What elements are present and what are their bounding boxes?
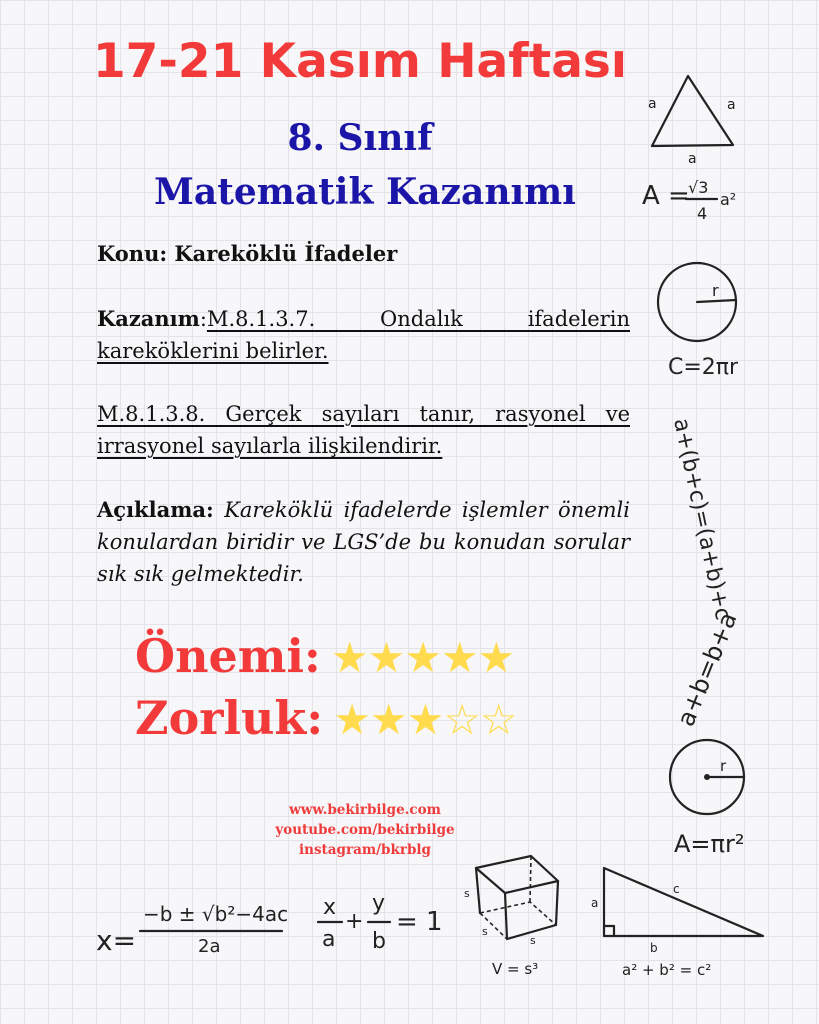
cube-side-front: s bbox=[482, 925, 488, 938]
right-triangle-doodle bbox=[591, 868, 763, 979]
cube-volume: V = s³ bbox=[492, 960, 539, 978]
website-link[interactable]: www.bekirbilge.com bbox=[289, 802, 441, 818]
week-title: 17-21 Kasım Haftası bbox=[92, 34, 627, 89]
triangle-area-lhs: A = bbox=[642, 181, 690, 211]
outcome-1-text: M.8.1.3.7. Ondalık ifadelerin kareköklerini belirler. bbox=[97, 307, 630, 363]
cube-side-left: s bbox=[464, 887, 470, 900]
instagram-link[interactable]: instagram/bkrblg bbox=[299, 842, 431, 858]
intercept-y: y bbox=[372, 891, 386, 916]
intercept-x: x bbox=[323, 895, 337, 920]
triangle-side-bottom: a bbox=[688, 151, 697, 167]
difficulty-stars-icon: ★★★☆☆ bbox=[333, 695, 517, 744]
quadratic-formula bbox=[96, 902, 288, 957]
right-triangle-a: a bbox=[591, 896, 599, 910]
cube-side-bottom: s bbox=[530, 934, 536, 947]
triangle-doodle bbox=[642, 76, 736, 223]
distributive-formula: a+(b+c)=(a+b)+c bbox=[668, 416, 736, 623]
outcome-label: Kazanım bbox=[97, 306, 200, 331]
circle-area-formula: A=πr² bbox=[674, 830, 745, 858]
commutative-formula: a+b=b+a bbox=[671, 608, 743, 731]
difficulty-label: Zorluk: bbox=[135, 691, 324, 745]
circle-circumference-doodle bbox=[658, 263, 739, 380]
cube-doodle bbox=[464, 856, 558, 978]
intercept-rhs: = 1 bbox=[396, 907, 443, 937]
intercept-formula bbox=[318, 891, 443, 954]
quadratic-numerator: −b ± √b²−4ac bbox=[143, 902, 289, 926]
topic: Konu: Kareköklü İfadeler bbox=[97, 241, 398, 266]
youtube-link[interactable]: youtube.com/bekirbilge bbox=[275, 822, 455, 838]
circle-area-doodle bbox=[670, 740, 744, 858]
pythagoras-formula: a² + b² = c² bbox=[622, 961, 712, 979]
quadratic-lhs: x= bbox=[96, 924, 137, 957]
triangle-area-root: √3 bbox=[688, 178, 709, 197]
right-triangle-b: b bbox=[650, 941, 658, 955]
importance-label: Önemi: bbox=[135, 629, 321, 683]
triangle-area-den: 4 bbox=[697, 204, 708, 223]
svg-text:+: + bbox=[345, 909, 364, 934]
circumference-formula: C=2πr bbox=[668, 355, 739, 380]
triangle-side-left: a bbox=[648, 96, 657, 112]
outcome-separator: : bbox=[199, 307, 207, 331]
grade-title: 8. Sınıf bbox=[287, 117, 433, 159]
triangle-side-right: a bbox=[727, 97, 736, 113]
intercept-b: b bbox=[372, 929, 386, 954]
right-triangle-c: c bbox=[673, 882, 680, 896]
circle-area-radius-label: r bbox=[720, 757, 727, 775]
importance-stars-icon: ★★★★★ bbox=[330, 633, 515, 682]
outcome-2-text: M.8.1.3.8. Gerçek sayıları tanır, rasyonel ve irrasyonel sayılarla ilişkilendirir. bbox=[97, 402, 630, 458]
triangle-area-tail: a² bbox=[720, 190, 737, 209]
quadratic-denominator: 2a bbox=[198, 936, 221, 957]
subject-title: Matematik Kazanımı bbox=[154, 171, 576, 213]
intercept-a: a bbox=[322, 927, 336, 952]
explanation-text: Kareköklü ifadelerde işlemler önemli konulardan biridir ve LGS’de bu konudan sorular sık sık gelmektedir. bbox=[97, 498, 630, 586]
circle-radius-label: r bbox=[712, 281, 719, 300]
explanation-label: Açıklama: bbox=[97, 497, 214, 522]
